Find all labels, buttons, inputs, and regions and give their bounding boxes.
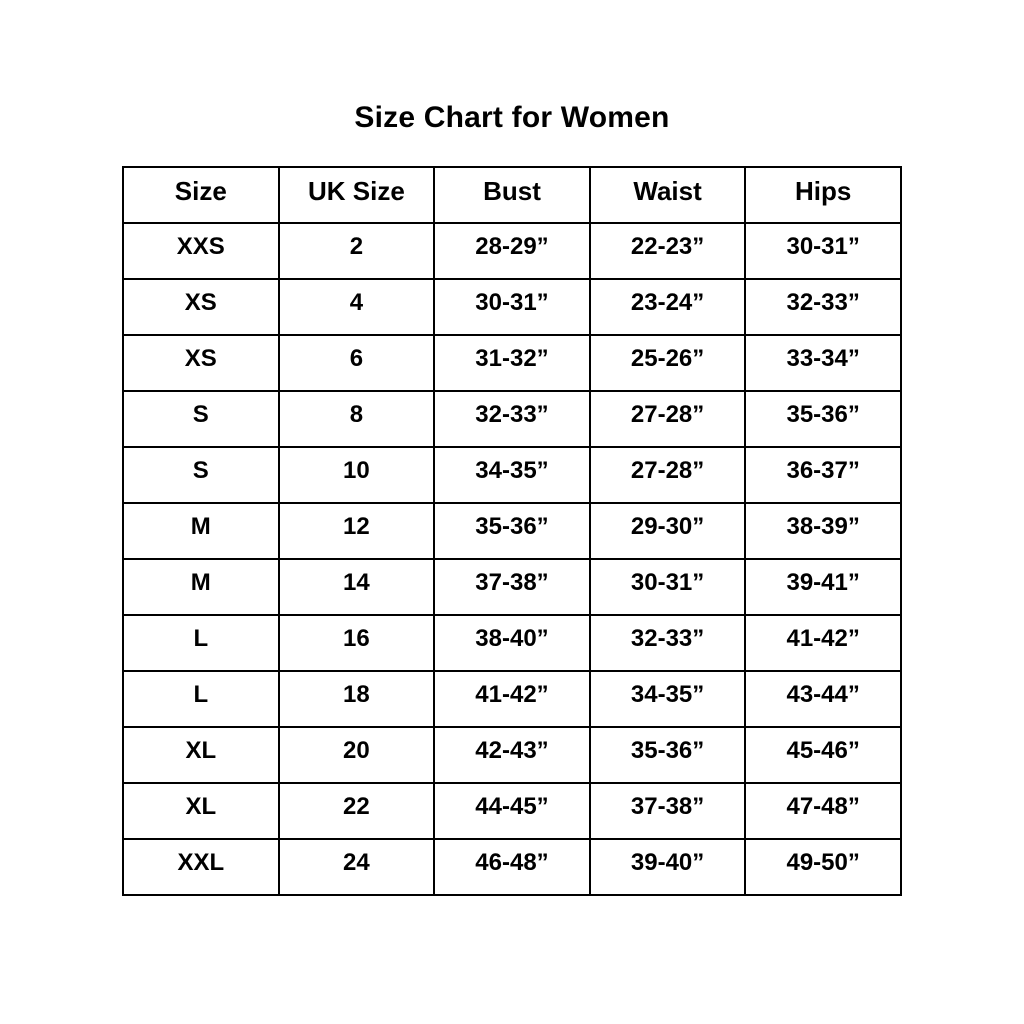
table-cell: 32-33” [590,615,746,671]
table-cell: 6 [279,335,435,391]
table-cell: 25-26” [590,335,746,391]
table-cell: 23-24” [590,279,746,335]
table-row [123,783,901,839]
table-cell: 31-32” [434,335,590,391]
table-cell: 30-31” [745,223,901,279]
table-cell: 43-44” [745,671,901,727]
table-cell: S [123,391,279,447]
table-cell: S [123,447,279,503]
table-cell: 38-40” [434,615,590,671]
table-header [123,167,901,223]
table-row [123,447,901,503]
table-cell: 37-38” [434,559,590,615]
table-cell: XL [123,783,279,839]
table-cell: 32-33” [434,391,590,447]
table-cell: XXS [123,223,279,279]
table-row [123,223,901,279]
table-cell: 35-36” [434,503,590,559]
table-row [123,615,901,671]
table-cell: L [123,671,279,727]
table-row [123,279,901,335]
table-cell: 8 [279,391,435,447]
table-cell: 4 [279,279,435,335]
table-cell: XS [123,279,279,335]
table-cell: 27-28” [590,447,746,503]
table-cell: 18 [279,671,435,727]
table-cell: XXL [123,839,279,895]
table-cell: 45-46” [745,727,901,783]
page-title: Size Chart for Women [354,101,670,134]
table-row [123,503,901,559]
table-cell: 39-40” [590,839,746,895]
table-cell: 27-28” [590,391,746,447]
size-chart-table [122,166,902,896]
table-cell: 41-42” [434,671,590,727]
table-row [123,335,901,391]
column-header-bust: Bust [434,167,590,223]
table-cell: 33-34” [745,335,901,391]
table-cell: 32-33” [745,279,901,335]
column-header-waist: Waist [590,167,746,223]
table-cell: 36-37” [745,447,901,503]
column-header-hips: Hips [745,167,901,223]
table-row [123,671,901,727]
table-cell: XL [123,727,279,783]
table-cell: 16 [279,615,435,671]
column-header-uk-size: UK Size [279,167,435,223]
table-cell: XS [123,335,279,391]
table-row [123,391,901,447]
table-cell: 22 [279,783,435,839]
table-cell: 44-45” [434,783,590,839]
table-cell: 14 [279,559,435,615]
table-cell: 37-38” [590,783,746,839]
table-cell: 41-42” [745,615,901,671]
table-cell: 39-41” [745,559,901,615]
table-cell: 35-36” [590,727,746,783]
table-row [123,727,901,783]
table-row [123,839,901,895]
table-cell: M [123,559,279,615]
table-cell: 20 [279,727,435,783]
table-cell: 38-39” [745,503,901,559]
table-cell: 42-43” [434,727,590,783]
table-cell: 24 [279,839,435,895]
table-cell: L [123,615,279,671]
table-cell: 34-35” [590,671,746,727]
table-cell: 47-48” [745,783,901,839]
table-body [123,223,901,895]
table-cell: 10 [279,447,435,503]
column-header-size: Size [123,167,279,223]
table-cell: 30-31” [434,279,590,335]
table-row [123,559,901,615]
table-cell: 46-48” [434,839,590,895]
table-cell: 49-50” [745,839,901,895]
table-cell: 30-31” [590,559,746,615]
table-cell: 35-36” [745,391,901,447]
table-cell: 29-30” [590,503,746,559]
table-cell: 28-29” [434,223,590,279]
table-cell: 12 [279,503,435,559]
table-cell: 22-23” [590,223,746,279]
table-header-row [123,167,901,223]
table-cell: 2 [279,223,435,279]
table-cell: M [123,503,279,559]
table-cell: 34-35” [434,447,590,503]
